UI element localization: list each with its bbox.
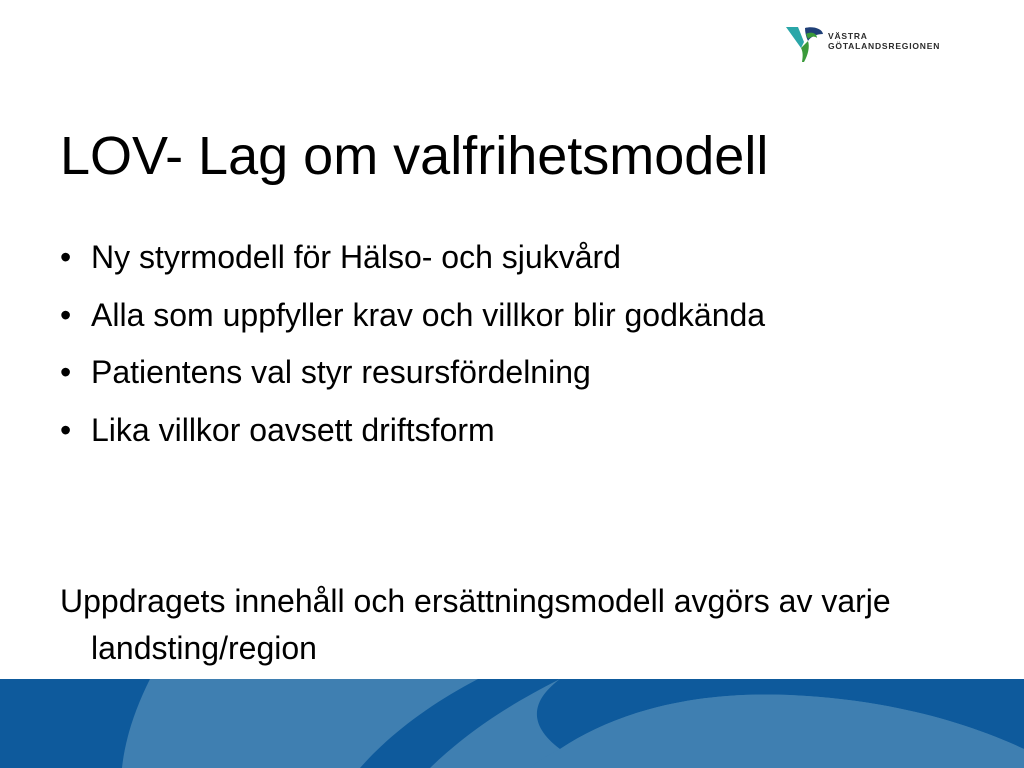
bullet-dot-icon: • — [60, 411, 72, 448]
bullet-dot-icon: • — [60, 296, 72, 333]
bullet-item — [60, 292, 765, 350]
logo-line-1: VÄSTRA — [828, 31, 868, 41]
bullet-text: Alla som uppfyller krav och villkor blir godkända — [91, 296, 766, 333]
slide-title: LOV- Lag om valfrihetsmodell — [60, 126, 769, 186]
bullet-item — [60, 407, 765, 465]
bullet-list — [60, 234, 765, 464]
logo-line-2: GÖTALANDSREGIONEN — [828, 41, 941, 51]
bullet-dot-icon: • — [60, 354, 72, 390]
vgr-emblem-icon — [784, 22, 824, 64]
footer-wave-graphic — [0, 679, 1024, 768]
summary-statement: Uppdragets innehåll och ersättningsmodell avgörs av varje landsting/region — [60, 583, 891, 666]
bullet-text: Patientens val styr resursfördelning — [91, 354, 591, 390]
footer-wave-band — [0, 679, 1024, 768]
bullet-dot-icon: • — [60, 239, 72, 275]
bullet-item — [60, 349, 765, 407]
bullet-text: Lika villkor oavsett driftsform — [91, 411, 495, 448]
logo-wordmark — [828, 31, 940, 51]
bullet-text: Ny styrmodell för Hälso- och sjukvård — [91, 239, 621, 275]
logo — [784, 22, 940, 64]
bullet-item — [60, 234, 765, 292]
